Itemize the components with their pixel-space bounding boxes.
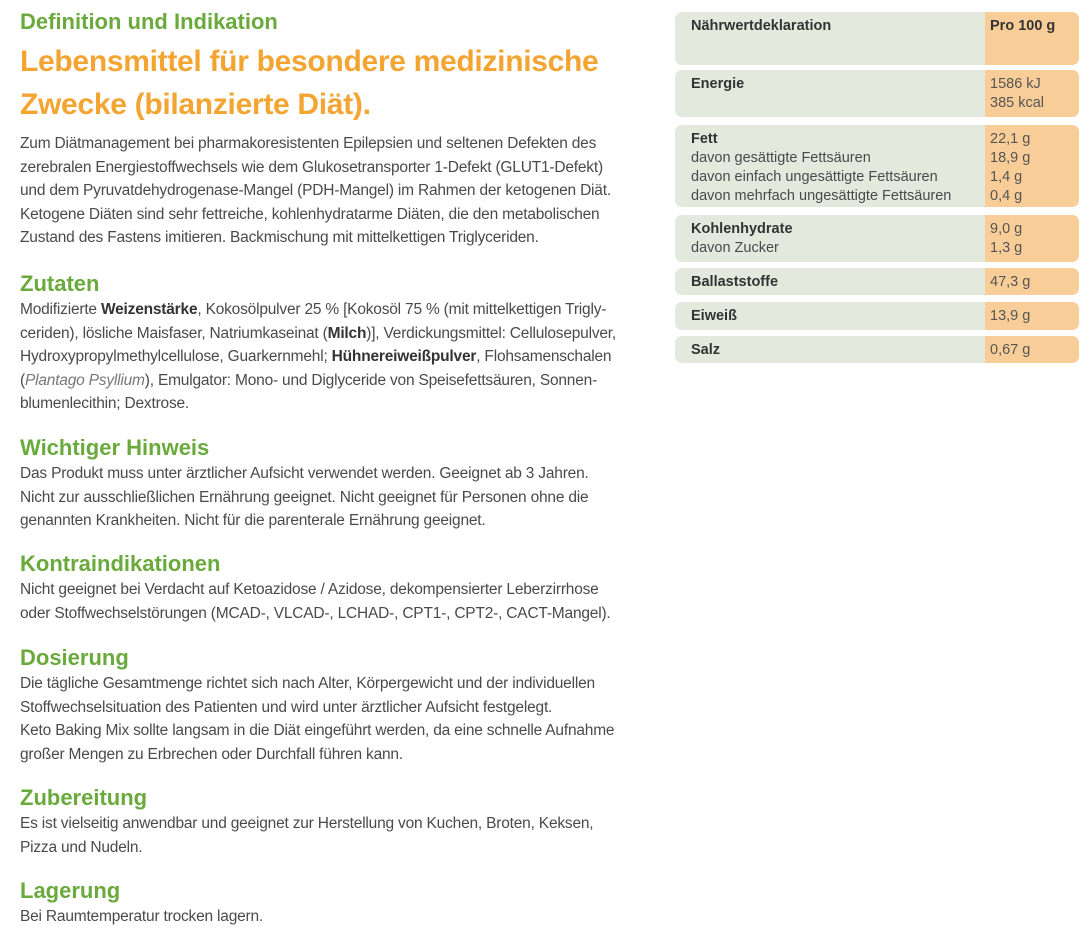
text-line: Stoffwechselsituation des Patienten und wird unter ärztlicher Aufsicht festgelegt. bbox=[20, 698, 553, 716]
definition-section bbox=[20, 8, 660, 250]
label-line: Fett bbox=[691, 131, 718, 147]
zubereitung-section bbox=[20, 785, 660, 859]
value-line: 0,4 g bbox=[990, 188, 1023, 204]
hinweis-section bbox=[20, 435, 660, 533]
text-line: Bei Raumtemperatur trocken lagern. bbox=[20, 908, 264, 925]
zubereitung-heading: Zubereitung bbox=[20, 785, 148, 810]
text-segment: , Flohsamenschalen bbox=[476, 348, 612, 366]
hinweis-heading: Wichtiger Hinweis bbox=[20, 435, 210, 460]
nutrient-label bbox=[691, 130, 951, 206]
kontra-text bbox=[20, 578, 660, 625]
allergen-text: Milch bbox=[327, 324, 367, 342]
kontra-heading: Kontraindikationen bbox=[20, 551, 221, 576]
definition-text bbox=[20, 132, 660, 250]
allergen-text: Weizenstärke bbox=[100, 301, 198, 318]
kontra-section bbox=[20, 551, 660, 625]
text-line: Ketogene Diäten sind sehr fettreiche, kohlenhydratarme Diäten, die den metabolischen bbox=[20, 205, 600, 223]
nutrient-label bbox=[691, 220, 793, 258]
text-segment: Modifizierte bbox=[20, 301, 101, 318]
nutrition-row bbox=[675, 12, 1079, 65]
text-line: großer Mengen zu Erbrechen oder Durchfall führen kann. bbox=[20, 745, 403, 763]
text-line bbox=[20, 369, 660, 393]
nutrition-row bbox=[675, 70, 1079, 117]
value-line: 47,3 g bbox=[990, 274, 1031, 290]
title-line: Lebensmittel für besondere medizinische bbox=[20, 45, 599, 78]
text-line bbox=[20, 322, 660, 346]
nutrition-row bbox=[675, 268, 1079, 295]
nutrient-value bbox=[985, 12, 1079, 65]
label-line: Kohlenhydrate bbox=[691, 221, 793, 237]
text-line: Nicht zur ausschließlichen Ernährung geeignet. Nicht geeignet für Personen ohne die bbox=[20, 488, 589, 506]
text-line bbox=[20, 298, 660, 322]
nutrient-value bbox=[985, 70, 1079, 117]
text-line bbox=[20, 392, 660, 416]
value-line: 13,9 g bbox=[990, 308, 1031, 324]
text-line: zerebralen Energiestoffwechsels wie dem Glukosetransporter 1-Defekt (GLUT1-Defekt) bbox=[20, 158, 603, 176]
nutrient-value bbox=[985, 336, 1079, 363]
value-line: Pro 100 g bbox=[990, 18, 1056, 34]
text-line: Pizza und Nudeln. bbox=[20, 838, 143, 856]
label-line: Salz bbox=[691, 342, 721, 358]
text-line: und dem Pyruvatdehydrogenase-Mangel (PDH-Mangel) im Rahmen der ketogenen Diät. bbox=[20, 182, 611, 200]
label-line: Ballaststoffe bbox=[691, 274, 779, 290]
dosierung-text bbox=[20, 672, 660, 766]
text-segment: )], Verdickungsmittel: Cellulosepulver, bbox=[366, 324, 617, 342]
text-line: Es ist vielseitig anwendbar und geeignet zur Herstellung von Kuchen, Broten, Keksen, bbox=[20, 815, 594, 832]
nutrient-label bbox=[691, 17, 831, 36]
text-line: oder Stoffwechselstörungen (MCAD-, VLCAD-, LCHAD-, CPT1-, CPT2-, CACT-Mangel). bbox=[20, 604, 611, 622]
text-segment: ), Emulgator: Mono- und Diglyceride von Speisefettsäuren, Sonnen- bbox=[144, 371, 598, 389]
value-line: 0,67 g bbox=[990, 342, 1031, 358]
text-line: Das Produkt muss unter ärztlicher Aufsicht verwendet werden. Geeignet ab 3 Jahren. bbox=[20, 465, 589, 482]
allergen-text: Hühnereiweißpulver bbox=[331, 348, 477, 366]
text-line bbox=[20, 345, 660, 369]
nutrient-value bbox=[985, 125, 1079, 207]
hinweis-text bbox=[20, 462, 660, 533]
nutrition-row bbox=[675, 302, 1079, 330]
lagerung-heading: Lagerung bbox=[20, 878, 121, 903]
text-segment: Hydroxypropylmethylcellulose, Guarkernmehl; bbox=[20, 348, 332, 366]
text-line: Zustand des Fastens imitieren. Backmischung mit mittelkettigen Triglyceriden. bbox=[20, 229, 539, 247]
label-line: Nährwertdeklaration bbox=[691, 18, 832, 34]
text-line: Die tägliche Gesamtmenge richtet sich nach Alter, Körpergewicht und der individuellen bbox=[20, 675, 595, 692]
text-line: Keto Baking Mix sollte langsam in die Diät eingeführt werden, da eine schnelle Aufnahme bbox=[20, 722, 615, 740]
label-line: davon einfach ungesättigte Fettsäuren bbox=[691, 169, 938, 185]
nutrient-value bbox=[985, 268, 1079, 295]
text-segment: ceriden), lösliche Maisfaser, Natriumkaseinat ( bbox=[20, 324, 328, 342]
text-segment: ( bbox=[20, 371, 25, 389]
text-line: Nicht geeignet bei Verdacht auf Ketoazidose / Azidose, dekompensierter Leberzirrhose bbox=[20, 581, 599, 598]
dosierung-section bbox=[20, 645, 660, 766]
value-line: 18,9 g bbox=[990, 150, 1031, 166]
nutrient-label bbox=[691, 341, 720, 360]
label-line: Eiweiß bbox=[691, 308, 737, 324]
label-line: davon mehrfach ungesättigte Fettsäuren bbox=[691, 188, 952, 204]
value-line: 22,1 g bbox=[990, 131, 1031, 147]
text-line: Zum Diätmanagement bei pharmakoresistenten Epilepsien und seltenen Defekten des bbox=[20, 135, 597, 152]
nutrition-row bbox=[675, 215, 1079, 262]
nutrition-row bbox=[675, 336, 1079, 363]
zutaten-text bbox=[20, 298, 660, 416]
label-line: Energie bbox=[691, 76, 745, 92]
nutrient-label bbox=[691, 307, 737, 326]
value-line: 1,3 g bbox=[990, 240, 1023, 256]
dosierung-heading: Dosierung bbox=[20, 645, 129, 670]
nutrition-row bbox=[675, 125, 1079, 207]
latin-name: Plantago Psyllium bbox=[24, 371, 145, 389]
nutrient-value bbox=[985, 215, 1079, 262]
value-line: 1,4 g bbox=[990, 169, 1023, 185]
text-segment: blumenlecithin; Dextrose. bbox=[20, 395, 190, 413]
text-line: genannten Krankheiten. Nicht für die parenterale Ernährung geeignet. bbox=[20, 512, 486, 530]
value-line: 385 kcal bbox=[990, 95, 1045, 111]
label-line: davon Zucker bbox=[691, 240, 779, 256]
nutrient-label bbox=[691, 273, 778, 292]
definition-heading: Definition und Indikation bbox=[20, 9, 278, 34]
lagerung-section bbox=[20, 878, 660, 929]
zutaten-heading: Zutaten bbox=[20, 271, 100, 296]
product-title bbox=[20, 40, 660, 126]
text-segment: , Kokosölpulver 25 % [Kokosöl 75 % (mit mittelkettigen Trigly- bbox=[197, 301, 607, 318]
value-line: 9,0 g bbox=[990, 221, 1023, 237]
label-line: davon gesättigte Fettsäuren bbox=[691, 150, 871, 166]
nutrient-value bbox=[985, 302, 1079, 330]
zubereitung-text bbox=[20, 812, 660, 859]
lagerung-text bbox=[20, 905, 660, 929]
zutaten-section bbox=[20, 271, 660, 416]
title-line: Zwecke (bilanzierte Diät). bbox=[20, 88, 371, 121]
value-line: 1586 kJ bbox=[990, 76, 1041, 92]
nutrient-label bbox=[691, 75, 744, 94]
